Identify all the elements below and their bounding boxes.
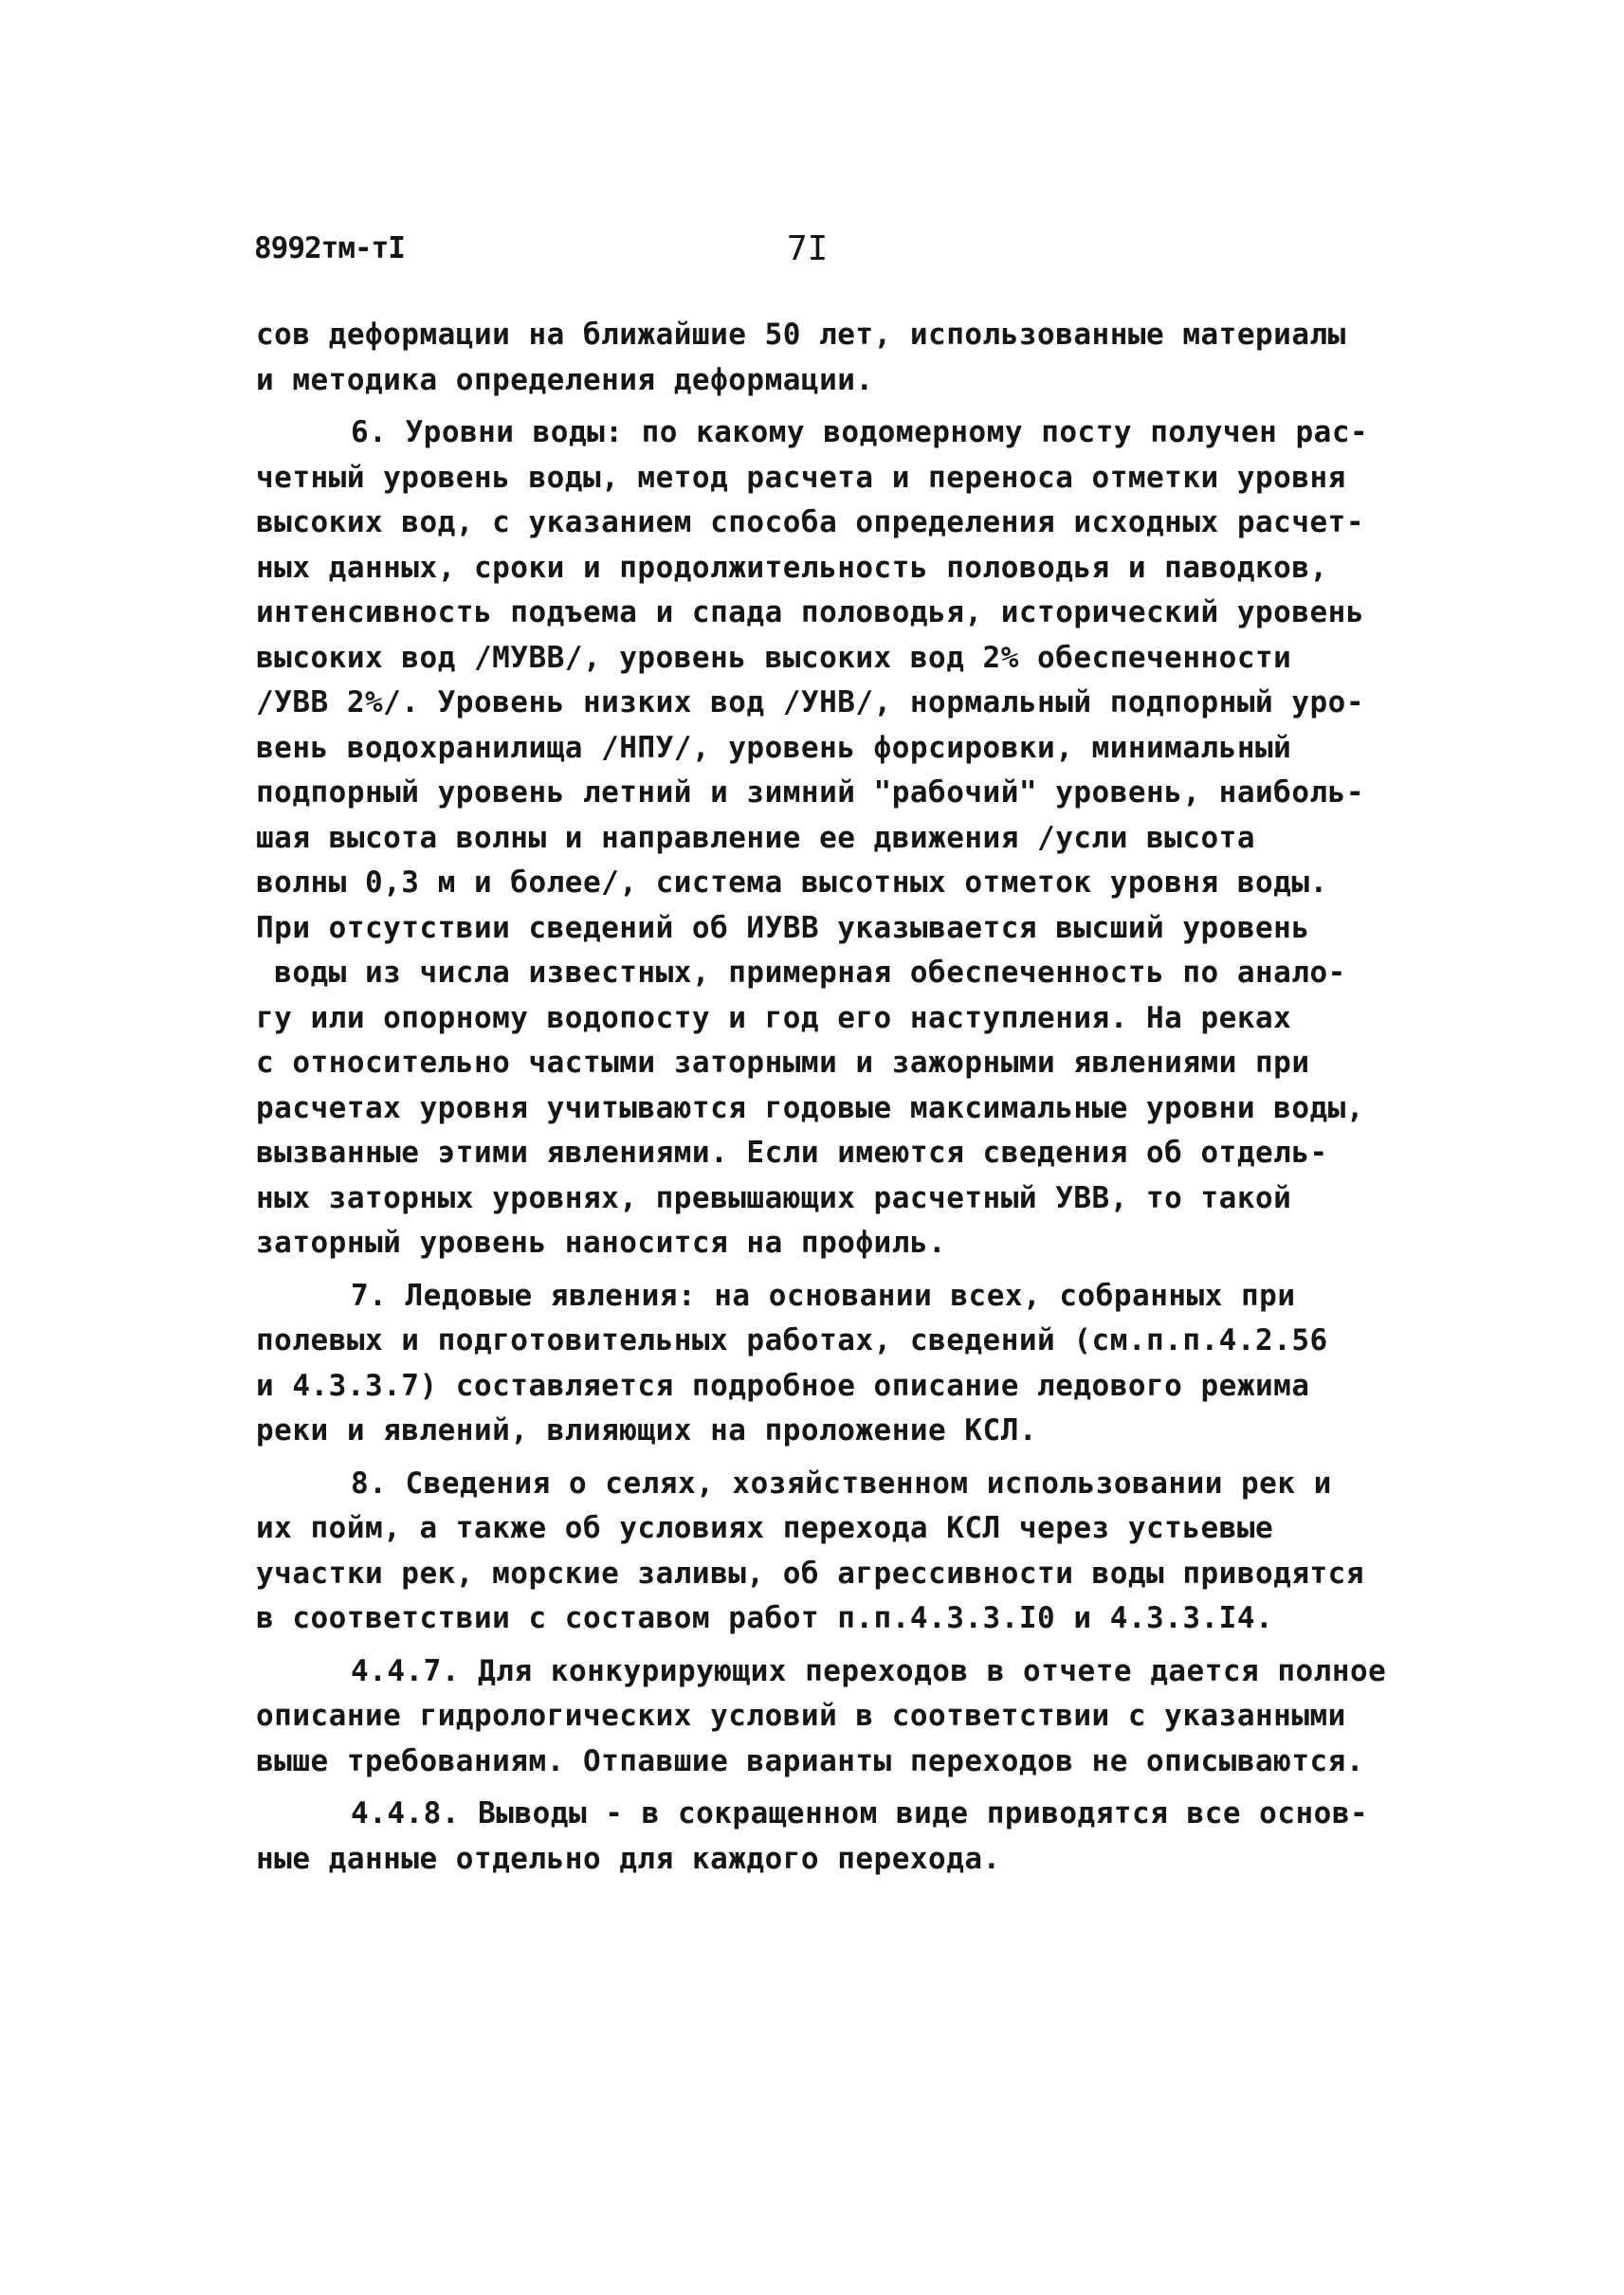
paragraph-section-4-4-8 (256, 1792, 1384, 1882)
text-line: воды из числа известных, примерная обеспеченность по анало- (256, 956, 1346, 990)
text-line: 4.4.7. Для конкурирующих переходов в отчете дается полное (351, 1653, 1387, 1688)
text-line: подпорный уровень летний и зимний "рабочий" уровень, наиболь- (256, 775, 1364, 810)
text-line: ных данных, сроки и продолжительность половодья и паводков, (256, 550, 1328, 585)
text-line: сов деформации на ближайшие 50 лет, использованные материалы (256, 318, 1346, 352)
text-line: и методика определения деформации. (256, 362, 874, 397)
text-line: ных заторных уровнях, превышающих расчетный УВВ, то такой (256, 1180, 1292, 1215)
text-line: участки рек, морские заливы, об агрессивности воды приводятся (256, 1556, 1364, 1591)
text-line: вызванные этими явлениями. Если имеются сведения об отдель- (256, 1136, 1328, 1170)
text-line: реки и явлений, влияющих на проложение КСЛ. (256, 1413, 1038, 1448)
text-line: четный уровень воды, метод расчета и переноса отметки уровня (256, 460, 1346, 495)
document-code: 8992тм-тI (254, 231, 405, 265)
text-line: гу или опорному водопосту и год его наступления. На реках (256, 1000, 1292, 1035)
text-line: волны 0,3 м и более/, система высотных отметок уровня воды. (256, 865, 1328, 900)
paragraph-water-levels (256, 410, 1384, 1266)
text-line: описание гидрологических условий в соответствии с указанными (256, 1699, 1346, 1733)
text-line: 6. Уровни воды: по какому водомерному посту получен рас- (351, 415, 1369, 449)
text-line: в соответствии с составом работ п.п.4.3.3.I0 и 4.3.3.I4. (256, 1601, 1274, 1635)
page-number: 7I (787, 229, 829, 268)
text-line: их пойм, а также об условиях перехода КСЛ через устьевые (256, 1511, 1274, 1545)
text-line: шая высота волны и направление ее движения /усли высота (256, 820, 1255, 855)
paragraph-deformation-continuation (256, 313, 1384, 403)
text-line: 7. Ледовые явления: на основании всех, собранных при (351, 1278, 1296, 1313)
body-text (256, 313, 1387, 1889)
text-line: расчетах уровня учитываются годовые максимальные уровни воды, (256, 1090, 1364, 1125)
text-line: и 4.3.3.7) составляется подробное описание ледового режима (256, 1368, 1310, 1403)
paragraph-mudflows (256, 1462, 1384, 1642)
text-line: При отсутствии сведений об ИУВВ указывается высший уровень (256, 910, 1310, 945)
paragraph-ice-phenomena (256, 1274, 1384, 1454)
text-line: заторный уровень наносится на профиль. (256, 1226, 947, 1260)
text-line: с относительно частыми заторными и зажорными явлениями при (256, 1046, 1310, 1080)
text-line: 4.4.8. Выводы - в сокращенном виде приводятся все основ- (351, 1796, 1369, 1831)
text-line: ные данные отдельно для каждого перехода. (256, 1841, 1001, 1876)
text-line: высоких вод /МУВВ/, уровень высоких вод 2% обеспеченности (256, 640, 1292, 675)
text-line: высоких вод, с указанием способа определения исходных расчет- (256, 505, 1364, 539)
text-line: 8. Сведения о селях, хозяйственном использовании рек и (351, 1466, 1332, 1501)
paragraph-section-4-4-7 (256, 1649, 1387, 1785)
text-line: вень водохранилища /НПУ/, уровень форсировки, минимальный (256, 730, 1292, 765)
text-line: полевых и подготовительных работах, сведений (см.п.п.4.2.56 (256, 1323, 1328, 1357)
text-line: /УВВ 2%/. Уровень низких вод /УНВ/, нормальный подпорный уро- (256, 685, 1364, 719)
text-line: выше требованиям. Отпавшие варианты переходов не описываются. (256, 1743, 1364, 1778)
text-line: интенсивность подъема и спада половодья, исторический уровень (256, 595, 1364, 629)
